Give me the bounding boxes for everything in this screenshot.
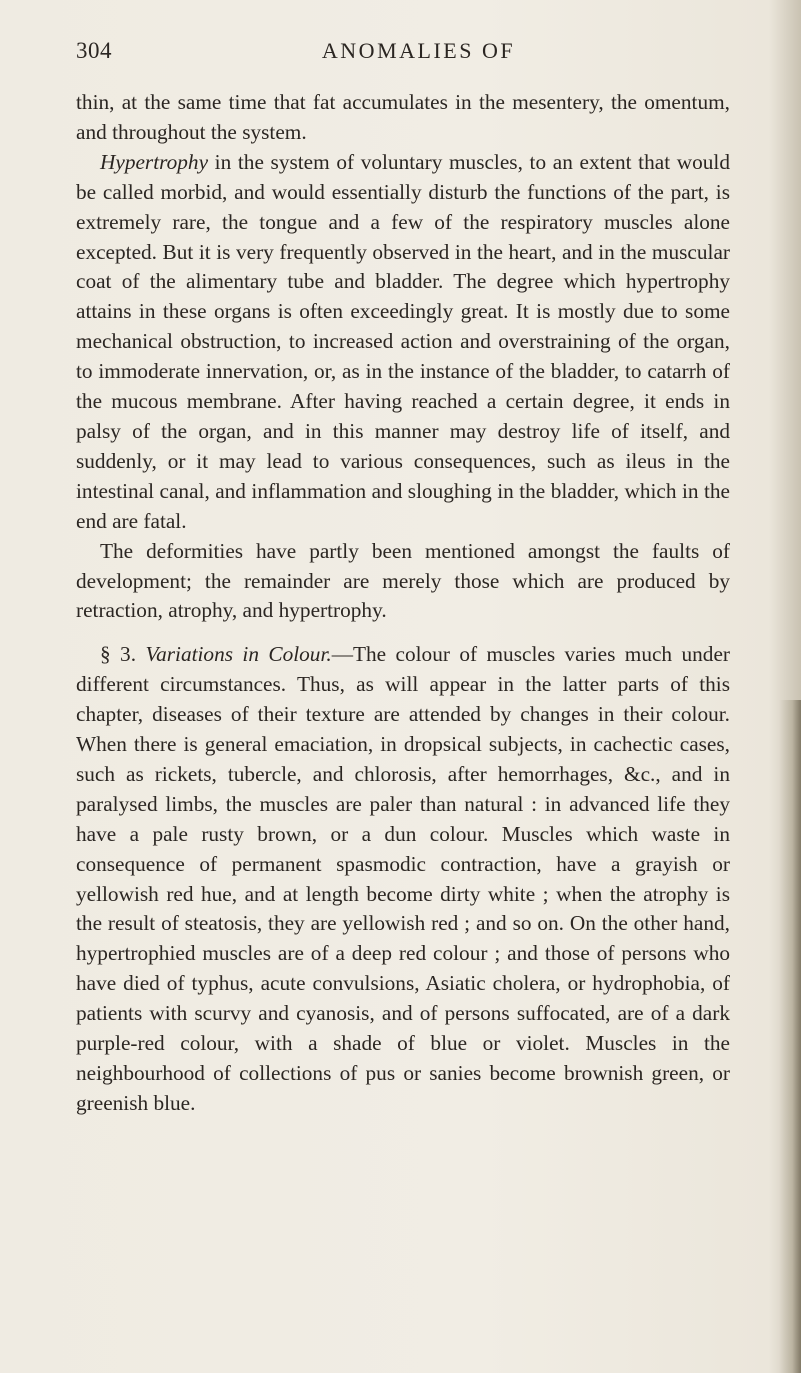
paragraph-deformities: The deformities have partly been mentioned amongst the faults of development; the remainder are merely those which are produced by retraction, atrophy, and hypertrophy. — [76, 538, 730, 623]
section-number: § 3. — [100, 642, 146, 667]
paragraph-continuation: thin, at the same time that fat accumulates in the mesentery, the omentum, and throughout the system. — [76, 90, 730, 144]
section-text: —The colour of muscles varies much under different circumstances. Thus, as will appear in the latter parts of this chapter, diseases of their texture are attended by changes in their colour. When there is general emaciation, in dropsical subjects, in cachectic cases, such as rickets, tubercle, and chlorosis, after hemorrhages, &c., and in paralysed limbs, the muscles are paler than natural : in advanced life they have a pale rusty brown, or a dun colour. Muscles which waste in consequence of permanent spasmodic contraction, have a grayish or yellowish red hue, and at length become dirty white ; when the atrophy is the result of steatosis, they are yellowish red ; and so on. On the other hand, hypertrophied muscles are of a deep red colour ; and those of persons who have died of typhus, acute convulsions, Asiatic cholera, or hydrophobia, of patients with scurvy and cyanosis, and of persons suffocated, are of a dark purple-red colour, with a shade of blue or violet. Muscles in the neighbourhood of collections of pus or sanies become brownish green, or greenish blue. — [76, 642, 730, 1115]
section-title: Variations in Colour. — [145, 642, 332, 667]
page-number: 304 — [76, 38, 112, 63]
page-edge-shadow — [779, 700, 801, 1373]
running-head: ANOMALIES OF — [321, 38, 516, 63]
body-text — [76, 88, 730, 1119]
paragraph-hypertrophy — [76, 148, 730, 537]
italic-term-hypertrophy: Hypertrophy — [100, 149, 209, 174]
page-header — [76, 38, 741, 68]
section-variations-in-colour — [76, 640, 730, 1119]
paragraph-hypertrophy-text: in the system of voluntary muscles, to an extent that would be called morbid, and would essentially disturb the functions of the part, is extremely rare, the tongue and a few of the respiratory muscles alone excepted. But it is very frequently observed in the heart, and in the muscular coat of the alimentary tube and bladder. The degree which hypertrophy attains in these organs is often exceedingly great. It is mostly due to some mechanical obstruction, to increased action and overstraining of the organ, to immoderate innervation, or, as in the instance of the bladder, to catarrh of the mucous membrane. After having reached a certain degree, it ends in palsy of the organ, and in this manner may destroy life of itself, and suddenly, or it may lead to various consequences, such as ileus in the intestinal canal, and inflammation and sloughing in the bladder, which in the end are fatal. — [76, 149, 730, 533]
